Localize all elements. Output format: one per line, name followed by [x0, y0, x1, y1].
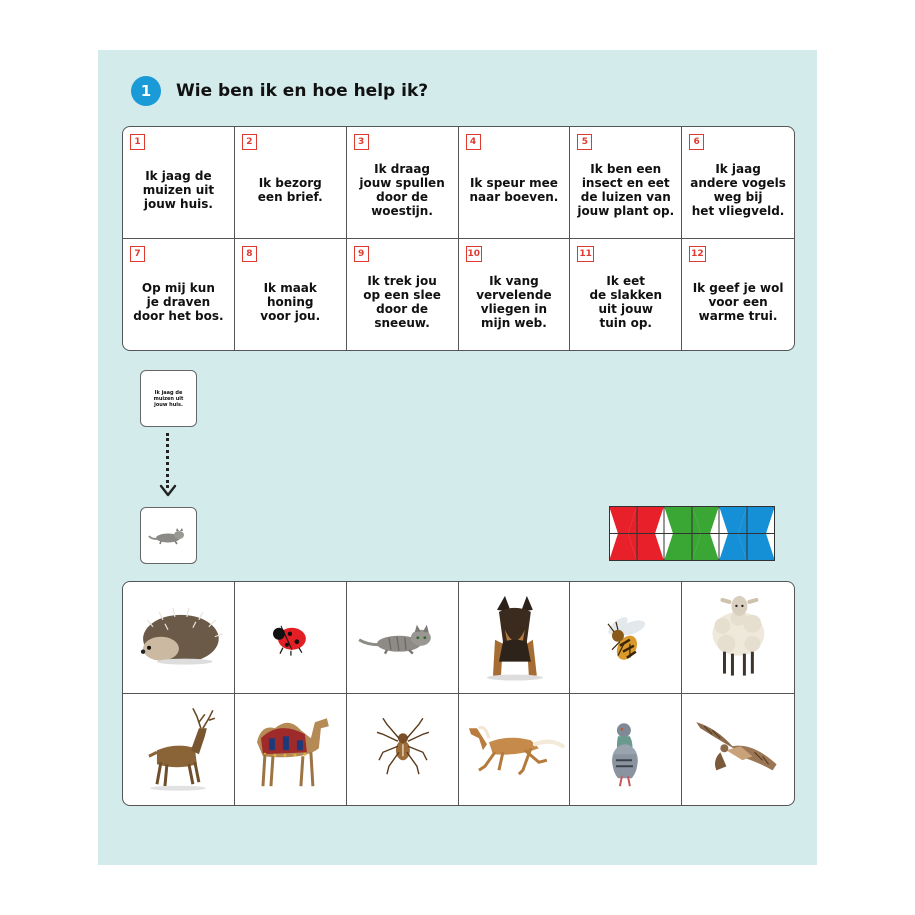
- example-dotted-line: [166, 433, 169, 488]
- clue-number: 4: [466, 134, 481, 150]
- animal-card[interactable]: [682, 582, 794, 694]
- animal-card[interactable]: [459, 694, 571, 806]
- clue-number: 9: [354, 246, 369, 262]
- clue-text: Ik draag jouw spullen door de woestijn.: [359, 162, 445, 219]
- clue-card[interactable]: [235, 239, 347, 351]
- clue-text: Ik jaag de muizen uit jouw huis.: [142, 169, 215, 212]
- clue-card[interactable]: [459, 127, 571, 239]
- example-clue-card[interactable]: Ik jaag de muizen uit jouw huis.: [140, 370, 197, 427]
- clue-card[interactable]: [682, 239, 794, 351]
- camel-icon: [235, 694, 346, 806]
- cat-icon: [141, 508, 196, 563]
- clue-number: 6: [689, 134, 704, 150]
- arrow-down-icon: [158, 484, 178, 498]
- clue-number: 2: [242, 134, 257, 150]
- hedgehog-icon: [123, 582, 234, 693]
- animal-card[interactable]: [570, 582, 682, 694]
- animal-card[interactable]: [570, 694, 682, 806]
- deer-icon: [123, 694, 234, 806]
- clue-text: Op mij kun je draven door het bos.: [133, 281, 224, 324]
- falcon-icon: [682, 694, 794, 806]
- clue-card[interactable]: [459, 239, 571, 351]
- clue-number: 1: [130, 134, 145, 150]
- animal-card[interactable]: [347, 582, 459, 694]
- clue-number: 7: [130, 246, 145, 262]
- example-answer-card[interactable]: [140, 507, 197, 564]
- clue-text: Ik vang vervelende vliegen in mijn web.: [476, 274, 552, 331]
- clue-card[interactable]: [682, 127, 794, 239]
- cat-icon: [347, 582, 458, 693]
- animal-card[interactable]: [347, 694, 459, 806]
- clue-card[interactable]: [570, 127, 682, 239]
- clue-number: 11: [577, 246, 594, 262]
- clue-text: Ik bezorg een brief.: [257, 176, 323, 205]
- clue-card[interactable]: [347, 127, 459, 239]
- clue-card[interactable]: [347, 239, 459, 351]
- pigeon-icon: [570, 694, 681, 806]
- clue-number: 3: [354, 134, 369, 150]
- animal-card[interactable]: [235, 582, 347, 694]
- horse-icon: [459, 694, 570, 806]
- clue-text: Ik maak honing voor jou.: [260, 281, 321, 324]
- exercise-title: Wie ben ik en hoe help ik?: [176, 81, 429, 101]
- ladybug-icon: [235, 582, 346, 693]
- clue-text: Ik ben een insect en eet de luizen van jouw plant op.: [577, 162, 675, 219]
- clue-text: Ik trek jou op een slee door de sneeuw.: [363, 274, 441, 331]
- bee-icon: [570, 582, 681, 693]
- animal-card[interactable]: [682, 694, 794, 806]
- exercise-number-badge: 1: [131, 76, 161, 106]
- animal-card[interactable]: [123, 582, 235, 694]
- clue-text: Ik jaag andere vogels weg bij het vliegveld.: [690, 162, 786, 219]
- dog-icon: [459, 582, 570, 693]
- animal-card[interactable]: [459, 582, 571, 694]
- clue-number: 5: [577, 134, 592, 150]
- clue-number: 8: [242, 246, 257, 262]
- animal-card[interactable]: [235, 694, 347, 806]
- clue-text: Ik geef je wol voor een warme trui.: [692, 281, 784, 324]
- animal-photo-grid: [122, 581, 795, 806]
- color-pattern-decoration: [609, 506, 775, 561]
- sheep-icon: [682, 582, 794, 693]
- clue-text: Ik eet de slakken uit jouw tuin op.: [589, 274, 663, 331]
- clue-card[interactable]: [235, 127, 347, 239]
- clue-grid: [122, 126, 795, 351]
- spider-icon: [347, 694, 458, 806]
- clue-number: 10: [466, 246, 483, 262]
- clue-text: Ik speur mee naar boeven.: [469, 176, 559, 205]
- clue-card[interactable]: [570, 239, 682, 351]
- clue-card[interactable]: [123, 239, 235, 351]
- clue-number: 12: [689, 246, 706, 262]
- clue-card[interactable]: [123, 127, 235, 239]
- animal-card[interactable]: [123, 694, 235, 806]
